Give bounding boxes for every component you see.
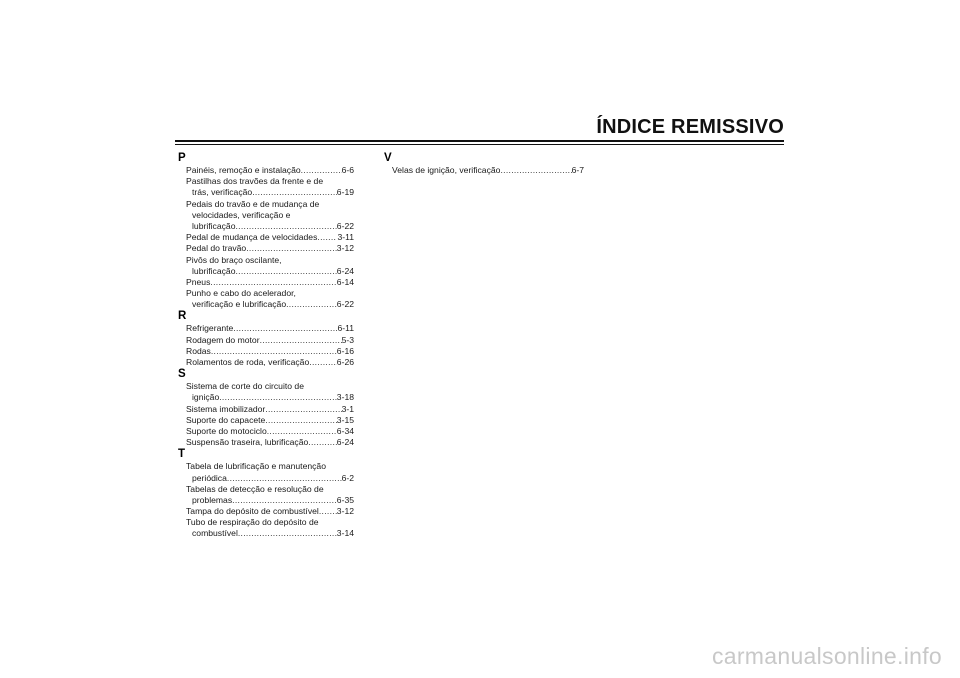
index-page-ref: 3-12 (336, 243, 354, 254)
index-entry (186, 176, 354, 198)
index-group (178, 368, 354, 448)
index-entry-line (186, 357, 354, 368)
index-entry (186, 437, 354, 448)
index-entry-label: velocidades, verificação e (192, 209, 291, 220)
index-entry-line (186, 437, 354, 448)
index-entry-label: Pastilhas dos travões da frente e de (186, 176, 324, 187)
index-group (178, 310, 354, 368)
index-leader-dots (265, 404, 341, 415)
index-letter-heading: R (178, 310, 187, 323)
index-letter-heading: T (178, 448, 186, 461)
index-leader-dots (500, 165, 571, 176)
index-entry (186, 415, 354, 426)
index-leader-dots (235, 266, 336, 277)
index-entry (186, 381, 354, 403)
index-entry-line (186, 495, 354, 506)
index-entry-label: Sistema imobilizador (186, 403, 266, 414)
index-leader-dots (210, 277, 336, 288)
index-leader-dots (301, 165, 342, 176)
index-entry-label: ignição (192, 392, 220, 403)
index-leader-dots (267, 426, 337, 437)
index-entry-label: Tabelas de detecção e resolução de (186, 483, 324, 494)
watermark: carmanualsonline.info (711, 643, 942, 669)
index-entry (186, 404, 354, 415)
index-entry-label: Tabela de lubrificação e manutenção (186, 461, 326, 472)
index-entry-line (186, 346, 354, 357)
index-page-ref: 6-26 (336, 357, 354, 367)
index-page-ref: 6-24 (336, 265, 354, 276)
index-page-ref: 3-12 (336, 506, 354, 517)
index-entry-line (186, 461, 354, 472)
index-entry-label: Sistema de corte do circuito de (186, 381, 304, 392)
index-leader-dots (260, 335, 342, 346)
index-leader-dots (233, 323, 337, 334)
index-entry (186, 199, 354, 233)
index-leader-dots (309, 357, 337, 368)
index-entry-label: lubrificação (192, 265, 236, 276)
index-entry-label: Painéis, remoção e instalação (186, 165, 301, 175)
index-entry (392, 165, 584, 176)
index-page-ref: 6-2 (341, 472, 354, 483)
index-entry-label: lubrificação (192, 220, 236, 231)
index-entry-label: Velas de ignição, verificação (392, 165, 501, 175)
index-entry-line (186, 484, 354, 495)
index-entry-label: Pedais do travão e de mudança de (186, 198, 320, 209)
index-entry-label: verificação e lubrificação (192, 299, 287, 310)
index-entry (186, 323, 354, 334)
index-entry (186, 484, 354, 506)
index-page-ref: 3-18 (336, 392, 354, 403)
index-entry-line (186, 528, 354, 539)
index-entry-line (186, 165, 354, 176)
index-entry-line (186, 266, 354, 277)
index-entry (186, 426, 354, 437)
index-entry-label: problemas (192, 494, 233, 505)
index-leader-dots (319, 506, 337, 517)
index-entry (186, 165, 354, 176)
index-entry-label: Suporte do capacete (186, 414, 266, 425)
index-entry-line (186, 299, 354, 310)
index-entry-label: Tubo de respiração do depósito de (186, 517, 319, 528)
index-page-ref: 3-14 (336, 528, 354, 539)
index-leader-dots (211, 346, 337, 357)
index-group (178, 152, 354, 310)
index-entry-line (186, 392, 354, 403)
index-entry-label: Pedal de mudança de velocidades (186, 232, 318, 243)
index-entry-label: trás, verificação (192, 187, 253, 198)
index-page-ref: 3-15 (336, 414, 354, 425)
index-entry-line (186, 288, 354, 299)
page-title: ÍNDICE REMISSIVO (596, 116, 784, 138)
header-rule-thin (175, 144, 784, 145)
index-page-ref: 6-11 (337, 323, 354, 334)
index-entry-label: Pedal do travão (186, 243, 247, 254)
index-leader-dots (235, 221, 336, 232)
index-entry-line (186, 517, 354, 528)
index-entry-line (392, 165, 584, 176)
index-column-right (384, 152, 584, 176)
index-page-ref: 3-11 (337, 232, 354, 243)
index-page-ref: 6-22 (336, 220, 354, 231)
index-entry (186, 346, 354, 357)
index-entry-line (186, 473, 354, 484)
index-entry-line (186, 381, 354, 392)
index-page-ref: 6-14 (336, 276, 354, 287)
index-entry-label: Rodagem do motor (186, 334, 260, 345)
index-entry-line (186, 243, 354, 254)
index-leader-dots (286, 299, 337, 310)
index-entry (186, 255, 354, 277)
index-page-ref: 6-6 (341, 165, 354, 175)
index-page-ref: 3-1 (341, 403, 354, 414)
index-entry-line (186, 277, 354, 288)
index-entry-label: Pivôs do braço oscilante, (186, 254, 282, 265)
index-entry-label: Refrigerante (186, 323, 234, 334)
index-page-ref: 6-34 (336, 425, 354, 436)
index-group (384, 152, 584, 176)
index-entry-line (186, 323, 354, 334)
index-entry-label: Punho e cabo do acelerador, (186, 288, 296, 299)
index-letter-heading: S (178, 368, 186, 381)
index-group (178, 448, 354, 539)
index-entry-label: periódica (192, 472, 227, 483)
index-leader-dots (246, 243, 337, 254)
index-entry-label: Pneus (186, 276, 211, 287)
index-entry-line (186, 404, 354, 415)
index-entry-line (186, 255, 354, 266)
index-entry-line (186, 199, 354, 210)
index-entry-label: Tampa do depósito de combustível (186, 506, 319, 517)
index-page-ref: 6-24 (336, 437, 354, 448)
index-entry (186, 335, 354, 346)
index-page-ref: 6-22 (336, 299, 354, 310)
index-page-ref: 5-3 (341, 334, 354, 345)
index-leader-dots (317, 232, 337, 243)
index-letter-heading: V (384, 152, 392, 164)
index-leader-dots (227, 473, 342, 484)
index-entry-line (186, 426, 354, 437)
index-letter-heading: P (178, 152, 186, 164)
index-page-ref: 6-35 (336, 494, 354, 505)
index-leader-dots (232, 495, 337, 506)
index-page-ref: 6-19 (336, 187, 354, 198)
index-entry (186, 288, 354, 310)
index-entry-label: Rodas (186, 345, 211, 356)
index-entry-label: Suporte do motociclo (186, 425, 267, 436)
index-entry (186, 357, 354, 368)
index-leader-dots (308, 437, 337, 448)
index-entry-line (186, 210, 354, 221)
index-entry-line (186, 415, 354, 426)
index-entry-line (186, 232, 354, 243)
index-entry (186, 506, 354, 517)
index-leader-dots (219, 392, 337, 403)
index-entry-label: Suspensão traseira, lubrificação (186, 437, 309, 448)
index-entry-line (186, 506, 354, 517)
index-page-ref: 6-16 (336, 345, 354, 356)
index-entry-label: Rolamentos de roda, verificação (186, 357, 310, 367)
index-entry (186, 232, 354, 243)
header-rule-thick (175, 140, 784, 142)
index-entry-line (186, 176, 354, 187)
index-entry (186, 461, 354, 483)
index-entry (186, 277, 354, 288)
index-entry-line (186, 335, 354, 346)
index-leader-dots (238, 528, 337, 539)
index-leader-dots (265, 415, 336, 426)
index-entry-line (186, 221, 354, 232)
index-leader-dots (252, 187, 337, 198)
index-page-ref: 6-7 (571, 165, 584, 175)
index-column-left (178, 152, 354, 540)
index-entry-line (186, 187, 354, 198)
index-entry (186, 243, 354, 254)
index-entry-label: combustível (192, 528, 238, 539)
index-entry (186, 517, 354, 539)
